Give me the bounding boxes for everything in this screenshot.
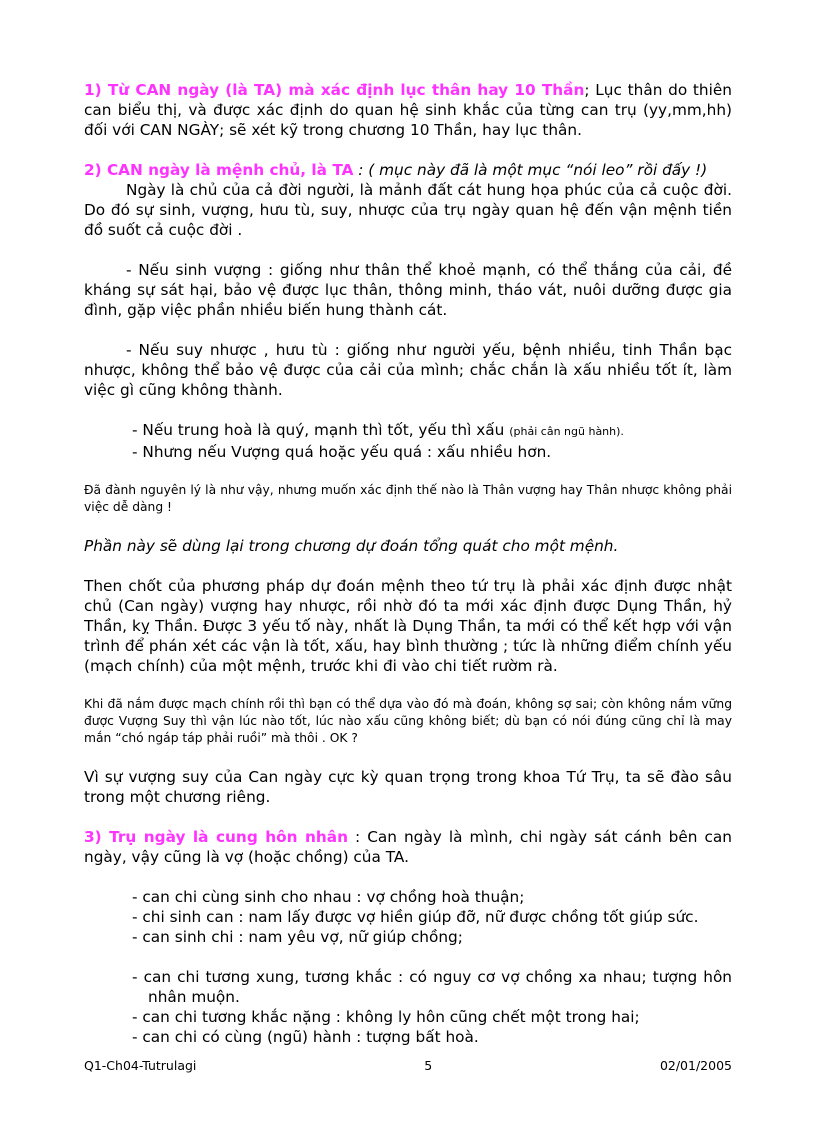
section1-text: ; Lục thân do thiên can biểu thị, và được xác định do quan hệ sinh khắc của từng can trụ (yy,mm,hh) đối với CAN NGÀY; sẽ xét kỹ trong chương 10 Thần, hay lục thân.	[84, 81, 732, 139]
list-item: - can chi tương xung, tương khắc : có nguy cơ vợ chồng xa nhau; tượng hôn nhân muộn.	[132, 968, 732, 1006]
section1-paragraph	[84, 80, 732, 140]
list-item: - can sinh chi : nam yêu vợ, nữ giúp chồng;	[132, 928, 463, 946]
note-principle: Đã đành nguyên lý là như vậy, nhưng muốn xác định thế nào là Thân vượng hay Thân nhược không phải việc dễ dàng !	[84, 483, 732, 514]
section3-paragraph	[84, 827, 732, 867]
list-item: - chi sinh can : nam lấy được vợ hiền giúp đỡ, nữ được chồng tốt giúp sức.	[132, 908, 699, 926]
balance-text: - Nếu trung hoà là quý, mạnh thì tốt, yếu thì xấu	[132, 421, 505, 439]
section2-intro: Ngày là chủ của cả đời người, là mảnh đất cát hung họa phúc của cả cuộc đời. Do đó sự sinh, vượng, hưu tù, suy, nhược của trụ ngày quan hệ đến vận mệnh tiền đồ suốt cả cuộc đời .	[84, 181, 732, 239]
weak-case: - Nếu suy nhược , hưu tù : giống như người yếu, bệnh nhiều, tinh Thần bạc nhược, không thể bảo vệ được của cải của mình; chắc chắn là xấu nhiều tốt ít, làm việc gì cũng không thành.	[84, 341, 732, 399]
footer-date: 02/01/2005	[659, 1058, 732, 1073]
key-paragraph: Then chốt của phương pháp dự đoán mệnh theo tứ trụ là phải xác định được nhật chủ (Can ngày) vượng hay nhược, rồi nhờ đó ta mới xác định được Dụng Thần, hỷ Thần, kỵ Thần. Được 3 yếu tố này, nhất là Dụng Thần, ta mới có thể kết hợp với vận trình để phán xét các vận là tốt, xấu, hay bình thường ; tức là những điểm chính yếu (mạch chính) của một mệnh, trước khi đi vào chi tiết rườm rà.	[84, 577, 732, 675]
section2-heading: 2) CAN ngày là mệnh chủ, là TA	[84, 161, 354, 179]
italic-remark: Phần này sẽ dùng lại trong chương dự đoán tổng quát cho một mệnh.	[84, 537, 619, 555]
section3-text: : Can ngày là mình, chi ngày sát cánh bên can ngày, vậy cũng là vợ (hoặc chồng) của TA.	[84, 828, 732, 866]
section3-heading: 3) Trụ ngày là cung hôn nhân	[84, 828, 349, 846]
list-item: - can chi tương khắc nặng : không ly hôn cũng chết một trong hai;	[132, 1008, 640, 1026]
note-main-thread: Khi đã nắm được mạch chính rồi thì bạn có thể dựa vào đó mà đoán, không sợ sai; còn không nắm vững được Vượng Suy thì vận lúc nào tốt, lúc nào xấu cũng không biết; dù bạn có nói đúng cũng chỉ là may mắn “chó ngáp táp phải ruồi” mà thôi . OK ?	[84, 697, 732, 745]
footer-page-number: 5	[424, 1058, 433, 1073]
footer-doc-name: Q1-Ch04-Tutrulagi	[84, 1058, 197, 1073]
page-footer	[84, 1058, 732, 1073]
list-item: - can chi có cùng (ngũ) hành : tượng bất hoà.	[132, 1028, 479, 1046]
extreme-case: - Nhưng nếu Vượng quá hoặc yếu quá : xấu nhiều hơn.	[132, 443, 552, 461]
section2-heading-line	[84, 160, 732, 180]
list-item: - can chi cùng sinh cho nhau : vợ chồng hoà thuận;	[132, 888, 525, 906]
section2-aside: : ( mục này đã là một mục “nói leo” rồi đấy !)	[353, 161, 708, 179]
balance-case	[84, 420, 732, 442]
deep-dive-paragraph: Vì sự vượng suy của Can ngày cực kỳ quan trọng trong khoa Tứ Trụ, ta sẽ đào sâu trong một chương riêng.	[84, 768, 732, 806]
section1-heading: 1) Từ CAN ngày (là TA) mà xác định lục thân hay 10 Thần	[84, 81, 585, 99]
document-page	[84, 80, 732, 1047]
balance-note: (phải cân ngũ hành).	[509, 425, 624, 438]
strong-case: - Nếu sinh vượng : giống như thân thể khoẻ mạnh, có thể thắng của cải, đề kháng sự sát hại, bảo vệ được lục thân, thông minh, tháo vát, nuôi dưỡng được gia đình, gặp việc phần nhiều biến hung thành cát.	[84, 261, 732, 319]
